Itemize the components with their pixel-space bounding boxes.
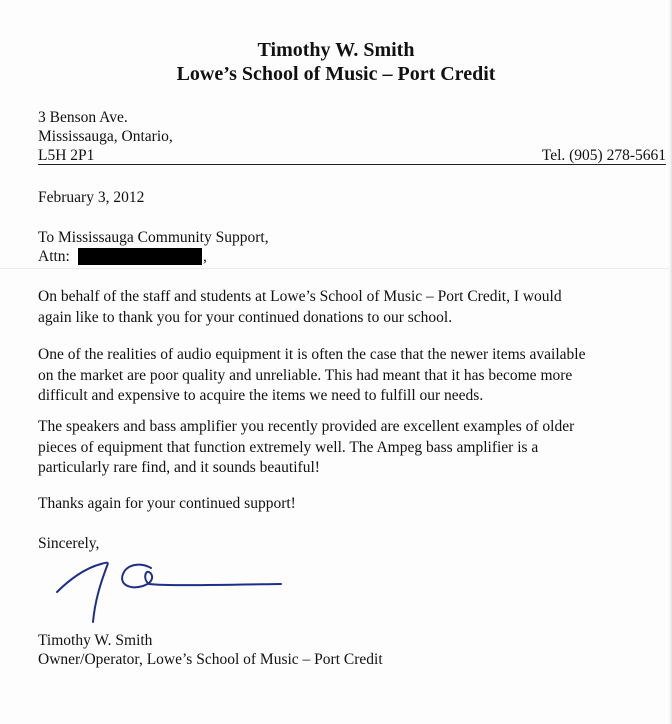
- paragraph-line: on the market are poor quality and unreliable. This had meant that it has become more: [38, 366, 573, 384]
- closing-salutation: Sincerely,: [38, 535, 100, 552]
- body-paragraph-4: [38, 494, 666, 515]
- attn-suffix: ,: [203, 248, 207, 265]
- phone-number: Tel. (905) 278-5661: [541, 147, 666, 164]
- paragraph-line: Thanks again for your continued support!: [38, 495, 296, 512]
- paragraph-line: pieces of equipment that function extremely well. The Ampeg bass amplifier is a: [38, 438, 539, 456]
- paragraph-line: again like to thank you for your continued donations to our school.: [38, 308, 453, 326]
- paragraph-line: particularly rare find, and it sounds beautiful!: [38, 459, 320, 476]
- recipient-line: To Mississauga Community Support,: [38, 229, 269, 246]
- paper-fold-line: [0, 268, 672, 269]
- paragraph-line: difficult and expensive to acquire the items we need to fulfill our needs.: [38, 387, 484, 404]
- signature-stroke-j: [57, 563, 108, 622]
- body-paragraph-3: [38, 417, 666, 479]
- attn-label: Attn:: [38, 248, 70, 265]
- body-paragraph-2: [38, 345, 666, 407]
- redacted-name-block: [78, 248, 202, 265]
- body-paragraph-1: [38, 287, 666, 328]
- address-line-1: 3 Benson Ave.: [38, 109, 128, 126]
- paragraph-line: One of the realities of audio equipment it is often the case that the newer items available: [38, 346, 586, 363]
- address-line-2: Mississauga, Ontario,: [38, 128, 173, 145]
- handwritten-signature: [55, 548, 285, 628]
- address-postal-code: L5H 2P1: [38, 147, 95, 164]
- header-divider: [38, 164, 666, 165]
- letterhead-school: Lowe’s School of Music – Port Credit: [176, 63, 496, 85]
- paragraph-line: The speakers and bass amplifier you recently provided are excellent examples of older: [38, 418, 575, 435]
- letterhead-name: Timothy W. Smith: [257, 39, 415, 61]
- signatory-title: Owner/Operator, Lowe’s School of Music – Port Credit: [38, 651, 383, 668]
- signature-stroke-loop: [122, 565, 281, 588]
- signatory-name: Timothy W. Smith: [38, 632, 153, 649]
- letter-date: February 3, 2012: [38, 189, 145, 206]
- paragraph-line: On behalf of the staff and students at Lowe’s School of Music – Port Credit, I would: [38, 288, 562, 305]
